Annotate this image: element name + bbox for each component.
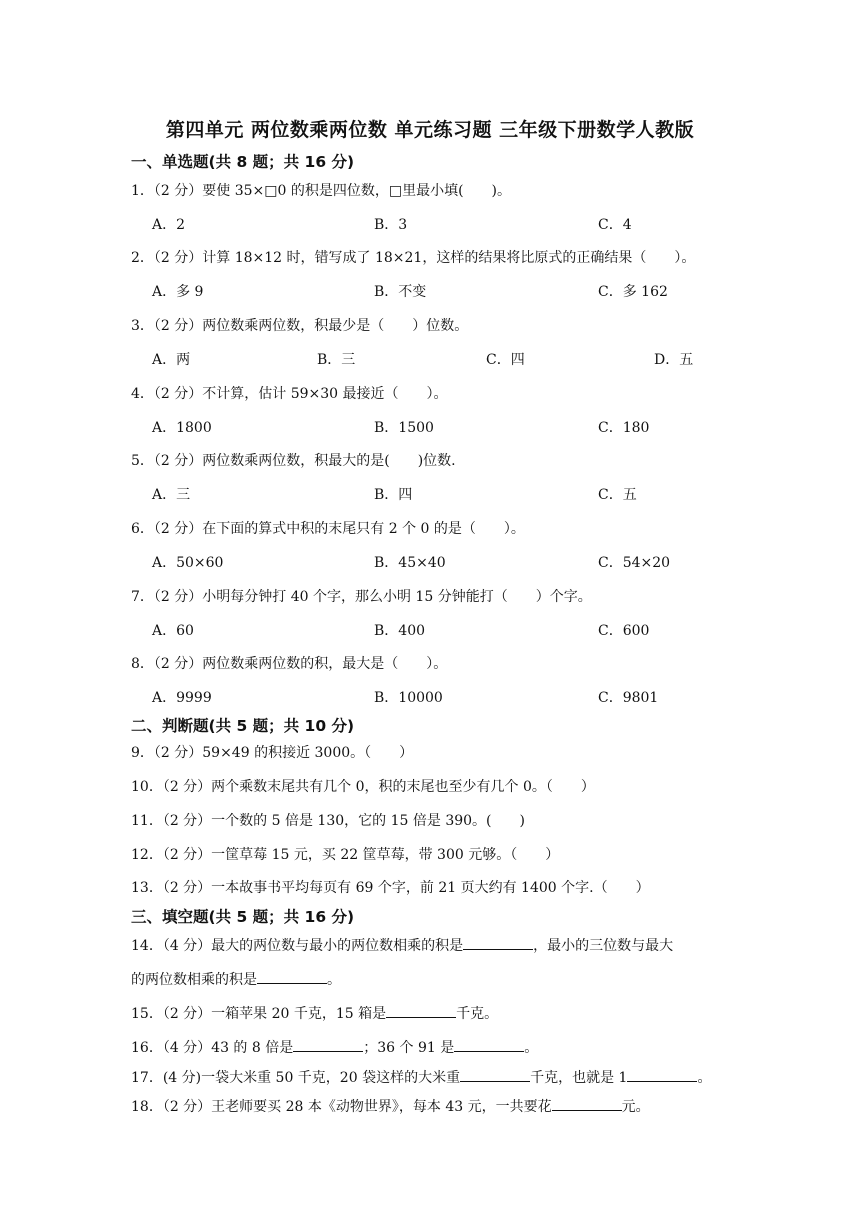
q8-option-a: A．9999 [152,690,212,706]
q3-option-b: B．三 [317,352,356,368]
q1-option-a: A．2 [152,217,186,233]
q16-text-2: ；36 个 91 是 [363,1040,455,1056]
q1-option-b: B．3 [374,217,408,233]
q7-option-a: A．60 [152,623,194,639]
section-heading-fill-blank: 三、填空题(共 5 题；共 16 分) [131,908,355,926]
section-heading-single-choice: 一、单选题(共 8 题；共 16 分) [131,153,355,171]
q3-option-a: A．两 [152,352,191,368]
q4-option-c: C．180 [598,420,650,436]
answer-blank[interactable] [463,935,533,950]
q17-text-3: 。 [697,1070,712,1086]
question-12: 12．（2 分）一筐草莓 15 元，买 22 筐草莓，带 300 元够。（ ） [131,847,560,863]
q16-text-1: 16．（4 分）43 的 8 倍是 [131,1040,294,1056]
answer-blank[interactable] [386,1003,456,1018]
answer-blank[interactable] [293,1037,363,1052]
answer-blank[interactable] [552,1096,622,1111]
question-3: 3．（2 分）两位数乘两位数，积最少是（ ）位数。 [131,318,469,334]
question-18 [131,1096,650,1116]
q14-text-4: 。 [327,972,341,988]
question-13: 13．（2 分）一本故事书平均每页有 69 个字，前 21 页大约有 1400 个字.（ ） [131,880,650,896]
q14-text-3: 的两位数相乘的积是 [131,972,257,988]
q7-option-b: B．400 [374,623,426,639]
answer-blank[interactable] [257,969,327,984]
q15-text-1: 15．（2 分）一箱苹果 20 千克，15 箱是 [131,1006,387,1022]
question-5: 5．（2 分）两位数乘两位数，积最大的是( )位数. [131,453,456,469]
q5-option-b: B．四 [374,487,413,503]
q8-option-c: C．9801 [598,690,659,706]
q2-option-c: C．多 162 [598,284,668,300]
question-8: 8．（2 分）两位数乘两位数的积，最大是（ ）。 [131,656,448,672]
question-1: 1．（2 分）要使 35×□0 的积是四位数，□里最小填( )。 [131,183,511,199]
answer-blank[interactable] [454,1037,524,1052]
question-15 [131,1003,498,1023]
q6-option-c: C．54×20 [598,555,671,571]
question-4: 4．（2 分）不计算，估计 59×30 最接近（ ）。 [131,386,448,402]
question-11: 11．（2 分）一个数的 5 倍是 130，它的 15 倍是 390。( ) [131,813,525,829]
q16-text-3: 。 [524,1040,539,1056]
page-title: 第四单元 两位数乘两位数 单元练习题 三年级下册数学人教版 [165,119,695,141]
question-16 [131,1037,538,1057]
question-9: 9．（2 分）59×49 的积接近 3000。（ ） [131,745,414,761]
q6-option-a: A．50×60 [152,555,224,571]
question-6: 6．（2 分）在下面的算式中积的末尾只有 2 个 0 的是（ ）。 [131,521,525,537]
q17-text-1: 17．(4 分)一袋大米重 50 千克，20 袋这样的大米重 [131,1070,461,1086]
q3-option-d: D．五 [654,352,694,368]
q1-option-c: C．4 [598,217,632,233]
q15-text-2: 千克。 [456,1006,499,1022]
question-14-continued [131,969,341,989]
q7-option-c: C．600 [598,623,650,639]
question-14 [131,935,673,955]
question-7: 7．（2 分）小明每分钟打 40 个字，那么小明 15 分钟能打（ ）个字。 [131,589,592,605]
q17-text-2: 千克，也就是 1 [530,1070,628,1086]
q18-text-1: 18．（2 分）王老师要买 28 本《动物世界》，每本 43 元，一共要花 [131,1099,552,1115]
q18-text-2: 元。 [621,1099,650,1115]
q2-option-b: B．不变 [374,284,427,300]
q4-option-a: A．1800 [152,420,212,436]
q6-option-b: B．45×40 [374,555,446,571]
q5-option-c: C．五 [598,487,637,503]
answer-blank[interactable] [460,1067,530,1082]
question-17 [131,1067,711,1087]
answer-blank[interactable] [627,1067,697,1082]
q3-option-c: C．四 [486,352,525,368]
q5-option-a: A．三 [152,487,191,503]
question-10: 10．（2 分）两个乘数末尾共有几个 0，积的末尾也至少有几个 0。（ ） [131,779,595,795]
q14-text-1: 14．（4 分）最大的两位数与最小的两位数相乘的积是 [131,938,464,954]
q4-option-b: B．1500 [374,420,434,436]
q8-option-b: B．10000 [374,690,443,706]
question-2: 2．（2 分）计算 18×12 时，错写成了 18×21，这样的结果将比原式的正确结果（ ）。 [131,250,696,266]
section-heading-true-false: 二、判断题(共 5 题；共 10 分) [131,717,355,735]
q14-text-2: ，最小的三位数与最大 [533,938,674,954]
q2-option-a: A．多 9 [152,284,204,300]
